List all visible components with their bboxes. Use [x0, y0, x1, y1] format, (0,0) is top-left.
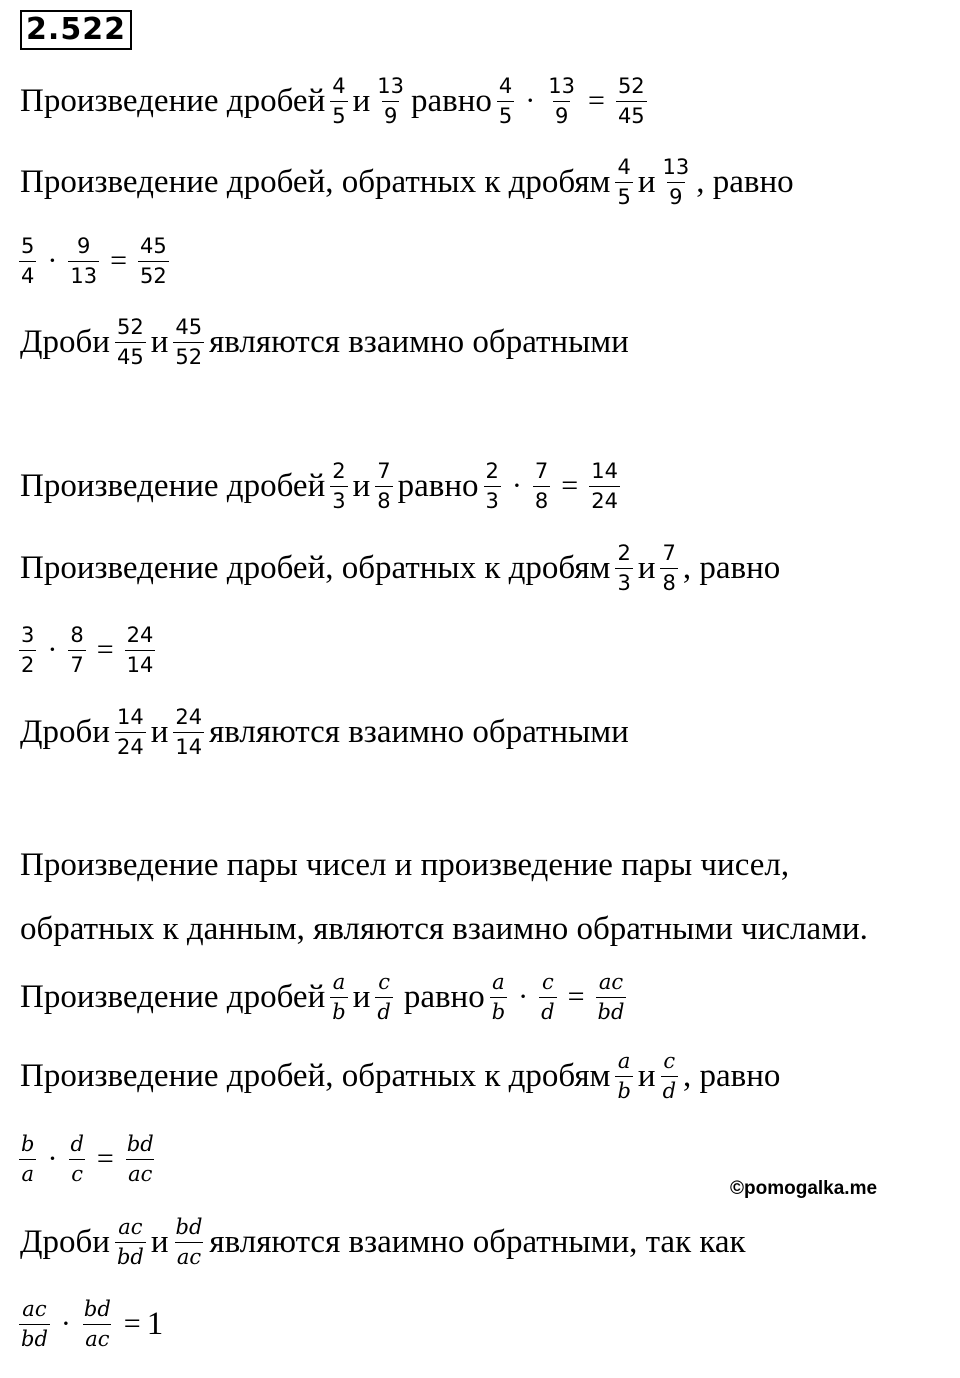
multiply-sign: ·	[511, 469, 522, 502]
fraction: $\frac{24}{14}$	[126, 622, 154, 677]
fraction: $\frac{5}{4}$	[21, 233, 35, 288]
ex1-product-text: Произведение дробей	[20, 82, 326, 119]
ex2-conclusion	[20, 702, 629, 762]
fraction: $\frac{3}{2}$	[21, 622, 35, 677]
fraction: $\frac{b}{a}$	[21, 1131, 35, 1186]
fraction: $\frac{c}{d}$	[662, 1048, 677, 1103]
result-one: 1	[146, 1305, 164, 1342]
fractions-word: Дроби	[20, 713, 110, 750]
gen-conclusion	[20, 1212, 746, 1272]
ex2-reciprocal-line	[20, 538, 780, 598]
multiply-sign: ·	[525, 84, 536, 117]
fraction: $\frac{45}{52}$	[175, 314, 203, 369]
fraction: $\frac{13}{9}$	[377, 73, 405, 128]
copyright-text: ©pomogalka.me	[730, 1178, 878, 1199]
fraction: $\frac{ac}{bd}$	[597, 969, 625, 1024]
equals-word: равно	[411, 82, 492, 119]
gen-reciprocal-product	[14, 1129, 161, 1189]
ex2-reciprocal-text: Произведение дробей, обратных к дробям	[20, 549, 611, 586]
fraction: $\frac{ac}{bd}$	[21, 1296, 48, 1351]
general-text-1: Произведение пары чисел и произведение пары чисел,	[20, 846, 790, 883]
ex1-conclusion	[20, 312, 629, 372]
ex1-reciprocal-text: Произведение дробей, обратных к дробям	[20, 163, 611, 200]
equals-word: равно	[397, 467, 479, 504]
multiply-sign: ·	[47, 633, 58, 666]
fraction: $\frac{14}{24}$	[591, 458, 618, 513]
multiply-sign: ·	[47, 1142, 58, 1175]
fraction: $\frac{a}{b}$	[491, 969, 506, 1024]
ex2-product-text: Произведение дробей	[20, 467, 326, 504]
fraction: $\frac{c}{d}$	[377, 969, 391, 1024]
fraction: $\frac{7}{8}$	[377, 458, 391, 513]
gen-final-product	[14, 1294, 163, 1354]
reciprocal-text: являются взаимно обратными	[209, 713, 629, 750]
and-word: и	[637, 549, 656, 586]
fraction: $\frac{52}{45}$	[617, 73, 645, 128]
and-word: и	[150, 1223, 169, 1260]
and-word: и	[637, 1057, 656, 1094]
and-word: и	[352, 467, 371, 504]
and-word: и	[352, 978, 371, 1015]
equals-sign: =	[96, 1142, 114, 1175]
comma-equals-word: , равно	[682, 549, 781, 586]
fraction: $\frac{7}{8}$	[534, 458, 549, 513]
equals-word: равно	[403, 978, 485, 1015]
equals-sign: =	[123, 1307, 141, 1340]
fraction: $\frac{a}{b}$	[617, 1048, 631, 1103]
fractions-word: Дроби	[20, 323, 110, 360]
general-statement-1	[20, 835, 789, 895]
multiply-sign: ·	[47, 244, 58, 277]
general-statement-2	[20, 899, 868, 959]
ex2-reciprocal-product	[14, 620, 160, 680]
and-word: и	[150, 713, 169, 750]
multiply-sign: ·	[518, 980, 529, 1013]
equals-sign: =	[567, 980, 585, 1013]
fraction: $\frac{bd}{ac}$	[175, 1214, 203, 1269]
comma-equals-word: , равно	[696, 163, 794, 200]
fraction: $\frac{2}{3}$	[617, 540, 631, 595]
problem-number: 2.522	[20, 10, 132, 50]
fraction: $\frac{45}{52}$	[140, 233, 167, 288]
gen-reciprocal-text: Произведение дробей, обратных к дробям	[20, 1057, 611, 1094]
fraction: $\frac{ac}{bd}$	[116, 1214, 144, 1269]
fraction: $\frac{a}{b}$	[332, 969, 346, 1024]
gen-product-text: Произведение дробей	[20, 978, 326, 1015]
fraction: $\frac{4}{5}$	[617, 154, 631, 209]
fraction: $\frac{24}{14}$	[175, 704, 203, 759]
reciprocal-text: являются взаимно обратными	[209, 323, 629, 360]
fraction: $\frac{2}{3}$	[485, 458, 499, 513]
equals-sign: =	[96, 633, 114, 666]
fraction: $\frac{bd}{ac}$	[126, 1131, 154, 1186]
and-word: и	[352, 82, 371, 119]
fraction: $\frac{bd}{ac}$	[83, 1296, 111, 1351]
fraction: $\frac{4}{5}$	[332, 73, 346, 128]
multiply-sign: ·	[60, 1307, 71, 1340]
reciprocal-since-text: являются взаимно обратными, так как	[209, 1223, 746, 1260]
general-text-2: обратных к данным, являются взаимно обратными числами.	[20, 910, 868, 947]
fraction: $\frac{c}{d}$	[541, 969, 555, 1024]
equals-sign: =	[110, 244, 128, 277]
fraction: $\frac{14}{24}$	[116, 704, 144, 759]
fraction: $\frac{2}{3}$	[332, 458, 346, 513]
ex1-reciprocal-product	[14, 231, 174, 291]
fraction: $\frac{7}{8}$	[662, 540, 676, 595]
ex2-product-line	[20, 456, 625, 516]
fraction: $\frac{13}{9}$	[662, 154, 690, 209]
gen-product-line	[20, 967, 631, 1027]
ex1-reciprocal-line	[20, 152, 794, 212]
fraction: $\frac{52}{45}$	[116, 314, 144, 369]
fraction: $\frac{13}{9}$	[548, 73, 576, 128]
fraction: $\frac{d}{c}$	[70, 1131, 84, 1186]
equals-sign: =	[588, 84, 605, 117]
fraction: $\frac{8}{7}$	[70, 622, 84, 677]
fraction: $\frac{4}{5}$	[498, 73, 513, 128]
fraction: $\frac{9}{13}$	[70, 233, 98, 288]
and-word: и	[150, 323, 169, 360]
gen-reciprocal-line	[20, 1046, 780, 1106]
fractions-word: Дроби	[20, 1223, 110, 1260]
ex1-product-line	[20, 71, 652, 131]
and-word: и	[637, 163, 656, 200]
comma-equals-word: , равно	[683, 1057, 781, 1094]
equals-sign: =	[561, 469, 579, 502]
